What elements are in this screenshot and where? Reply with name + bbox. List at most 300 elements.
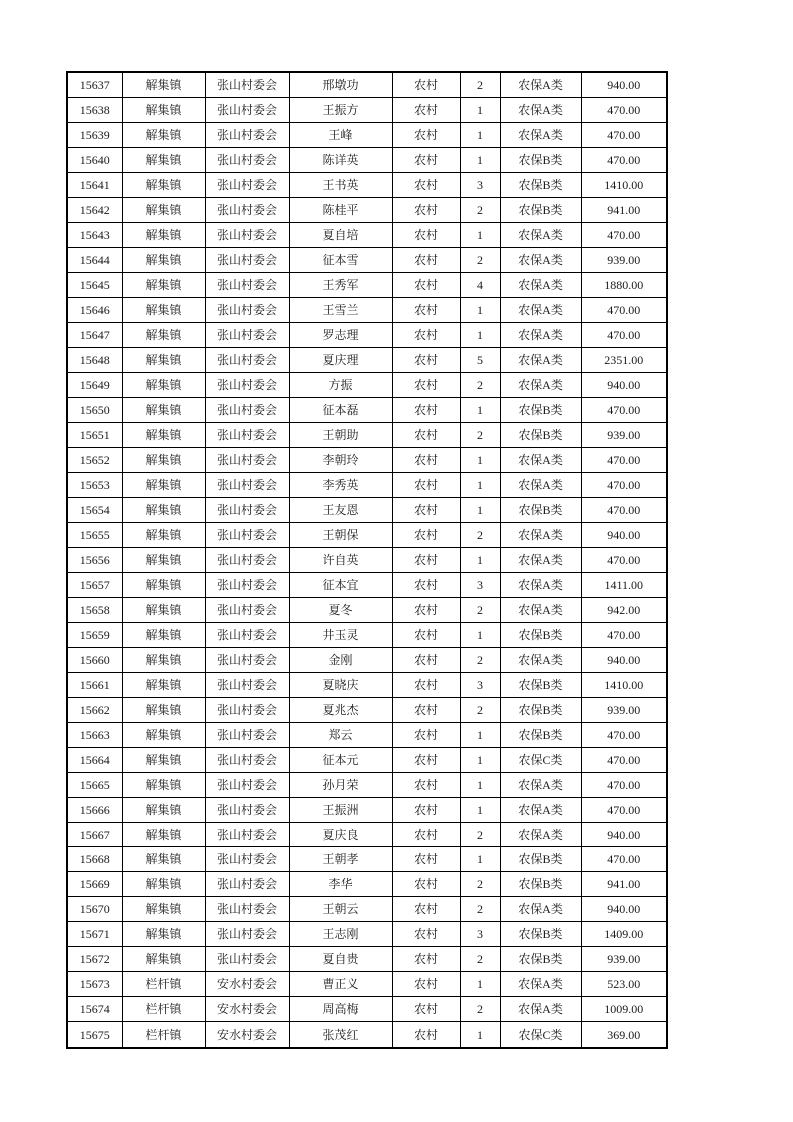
town-cell: 解集镇 [122,722,205,747]
name-cell: 郑云 [289,722,392,747]
category-cell: 农村 [392,123,460,148]
serial-cell: 15670 [67,897,122,922]
insurance-type-cell: 农保A类 [500,248,581,273]
village-cell: 张山村委会 [205,897,289,922]
count-cell: 2 [460,697,500,722]
village-cell: 安水村委会 [205,972,289,997]
insurance-type-cell: 农保A类 [500,447,581,472]
insurance-type-cell: 农保A类 [500,822,581,847]
insurance-type-cell: 农保A类 [500,797,581,822]
serial-cell: 15642 [67,198,122,223]
insurance-type-cell: 农保B类 [500,148,581,173]
town-cell: 解集镇 [122,447,205,472]
village-cell: 安水村委会 [205,997,289,1022]
table-row [67,722,667,747]
village-cell: 张山村委会 [205,572,289,597]
village-cell: 张山村委会 [205,622,289,647]
table-row [67,672,667,697]
name-cell: 陈详英 [289,148,392,173]
count-cell: 2 [460,597,500,622]
table-row [67,1022,667,1048]
insurance-type-cell: 农保B类 [500,398,581,423]
table-row [67,697,667,722]
name-cell: 许自英 [289,547,392,572]
category-cell: 农村 [392,248,460,273]
village-cell: 张山村委会 [205,922,289,947]
serial-cell: 15654 [67,497,122,522]
amount-cell: 470.00 [581,398,667,423]
serial-cell: 15668 [67,847,122,872]
category-cell: 农村 [392,822,460,847]
name-cell: 曹正义 [289,972,392,997]
name-cell: 王友恩 [289,497,392,522]
table-row [67,997,667,1022]
amount-cell: 940.00 [581,522,667,547]
table-row [67,972,667,997]
count-cell: 2 [460,373,500,398]
count-cell: 2 [460,647,500,672]
insurance-type-cell: 农保A类 [500,772,581,797]
serial-cell: 15655 [67,522,122,547]
village-cell: 张山村委会 [205,398,289,423]
insurance-type-cell: 农保A类 [500,298,581,323]
amount-cell: 369.00 [581,1022,667,1048]
serial-cell: 15639 [67,123,122,148]
count-cell: 1 [460,747,500,772]
table-body [67,72,667,1048]
name-cell: 夏兆杰 [289,697,392,722]
table-row [67,647,667,672]
category-cell: 农村 [392,797,460,822]
insurance-type-cell: 农保B类 [500,672,581,697]
amount-cell: 942.00 [581,597,667,622]
serial-cell: 15658 [67,597,122,622]
category-cell: 农村 [392,622,460,647]
village-cell: 安水村委会 [205,1022,289,1048]
town-cell: 解集镇 [122,472,205,497]
village-cell: 张山村委会 [205,148,289,173]
category-cell: 农村 [392,472,460,497]
count-cell: 4 [460,273,500,298]
insurance-type-cell: 农保B类 [500,497,581,522]
count-cell: 1 [460,98,500,123]
category-cell: 农村 [392,972,460,997]
name-cell: 征本宜 [289,572,392,597]
table-row [67,947,667,972]
count-cell: 2 [460,522,500,547]
village-cell: 张山村委会 [205,497,289,522]
count-cell: 1 [460,447,500,472]
village-cell: 张山村委会 [205,173,289,198]
serial-cell: 15666 [67,797,122,822]
serial-cell: 15640 [67,148,122,173]
serial-cell: 15652 [67,447,122,472]
count-cell: 2 [460,897,500,922]
village-cell: 张山村委会 [205,323,289,348]
village-cell: 张山村委会 [205,722,289,747]
amount-cell: 940.00 [581,72,667,98]
serial-cell: 15650 [67,398,122,423]
name-cell: 王朝孝 [289,847,392,872]
insurance-type-cell: 农保A类 [500,273,581,298]
village-cell: 张山村委会 [205,472,289,497]
category-cell: 农村 [392,997,460,1022]
name-cell: 王振洲 [289,797,392,822]
count-cell: 1 [460,722,500,747]
count-cell: 1 [460,972,500,997]
table-row [67,572,667,597]
town-cell: 解集镇 [122,797,205,822]
serial-cell: 15644 [67,248,122,273]
town-cell: 解集镇 [122,847,205,872]
category-cell: 农村 [392,198,460,223]
insurance-type-cell: 农保A类 [500,972,581,997]
category-cell: 农村 [392,348,460,373]
name-cell: 王雪兰 [289,298,392,323]
category-cell: 农村 [392,447,460,472]
town-cell: 解集镇 [122,672,205,697]
amount-cell: 470.00 [581,223,667,248]
name-cell: 陈桂平 [289,198,392,223]
insurance-type-cell: 农保A类 [500,472,581,497]
village-cell: 张山村委会 [205,597,289,622]
serial-cell: 15645 [67,273,122,298]
insurance-type-cell: 农保A类 [500,72,581,98]
name-cell: 罗志理 [289,323,392,348]
table-row [67,173,667,198]
category-cell: 农村 [392,872,460,897]
count-cell: 2 [460,997,500,1022]
village-cell: 张山村委会 [205,98,289,123]
category-cell: 农村 [392,547,460,572]
village-cell: 张山村委会 [205,298,289,323]
name-cell: 方振 [289,373,392,398]
amount-cell: 470.00 [581,547,667,572]
serial-cell: 15648 [67,348,122,373]
amount-cell: 470.00 [581,847,667,872]
table-row [67,597,667,622]
serial-cell: 15672 [67,947,122,972]
serial-cell: 15662 [67,697,122,722]
insurance-type-cell: 农保B类 [500,622,581,647]
amount-cell: 941.00 [581,198,667,223]
insurance-type-cell: 农保A类 [500,522,581,547]
amount-cell: 940.00 [581,647,667,672]
amount-cell: 470.00 [581,772,667,797]
count-cell: 1 [460,547,500,572]
name-cell: 征本雪 [289,248,392,273]
village-cell: 张山村委会 [205,772,289,797]
serial-cell: 15659 [67,622,122,647]
name-cell: 孙月荣 [289,772,392,797]
serial-cell: 15669 [67,872,122,897]
table-row [67,223,667,248]
category-cell: 农村 [392,323,460,348]
town-cell: 栏杆镇 [122,972,205,997]
serial-cell: 15657 [67,572,122,597]
table-row [67,248,667,273]
count-cell: 1 [460,622,500,647]
village-cell: 张山村委会 [205,447,289,472]
table-row [67,398,667,423]
category-cell: 农村 [392,398,460,423]
count-cell: 3 [460,922,500,947]
insurance-type-cell: 农保A类 [500,647,581,672]
name-cell: 李华 [289,872,392,897]
town-cell: 解集镇 [122,348,205,373]
amount-cell: 470.00 [581,797,667,822]
town-cell: 解集镇 [122,747,205,772]
village-cell: 张山村委会 [205,872,289,897]
insurance-type-cell: 农保B类 [500,423,581,448]
village-cell: 张山村委会 [205,273,289,298]
table-row [67,847,667,872]
name-cell: 夏晓庆 [289,672,392,697]
count-cell: 1 [460,223,500,248]
amount-cell: 939.00 [581,423,667,448]
serial-cell: 15646 [67,298,122,323]
count-cell: 1 [460,398,500,423]
insurance-type-cell: 农保A类 [500,123,581,148]
category-cell: 农村 [392,298,460,323]
town-cell: 解集镇 [122,273,205,298]
village-cell: 张山村委会 [205,223,289,248]
insurance-type-cell: 农保A类 [500,348,581,373]
town-cell: 解集镇 [122,198,205,223]
amount-cell: 470.00 [581,722,667,747]
amount-cell: 470.00 [581,123,667,148]
count-cell: 2 [460,248,500,273]
name-cell: 夏自贵 [289,947,392,972]
village-cell: 张山村委会 [205,373,289,398]
category-cell: 农村 [392,148,460,173]
category-cell: 农村 [392,947,460,972]
amount-cell: 470.00 [581,98,667,123]
town-cell: 解集镇 [122,173,205,198]
town-cell: 解集镇 [122,423,205,448]
serial-cell: 15665 [67,772,122,797]
serial-cell: 15661 [67,672,122,697]
town-cell: 解集镇 [122,98,205,123]
name-cell: 王朝助 [289,423,392,448]
serial-cell: 15674 [67,997,122,1022]
name-cell: 井玉灵 [289,622,392,647]
table-row [67,198,667,223]
category-cell: 农村 [392,697,460,722]
amount-cell: 1009.00 [581,997,667,1022]
count-cell: 3 [460,572,500,597]
category-cell: 农村 [392,572,460,597]
serial-cell: 15641 [67,173,122,198]
table-row [67,323,667,348]
name-cell: 夏庆良 [289,822,392,847]
town-cell: 解集镇 [122,373,205,398]
village-cell: 张山村委会 [205,348,289,373]
town-cell: 解集镇 [122,647,205,672]
insurance-type-cell: 农保B类 [500,872,581,897]
amount-cell: 470.00 [581,148,667,173]
serial-cell: 15663 [67,722,122,747]
table-row [67,922,667,947]
count-cell: 2 [460,198,500,223]
serial-cell: 15643 [67,223,122,248]
count-cell: 1 [460,1022,500,1048]
town-cell: 解集镇 [122,772,205,797]
name-cell: 李秀英 [289,472,392,497]
amount-cell: 940.00 [581,373,667,398]
count-cell: 1 [460,472,500,497]
town-cell: 解集镇 [122,223,205,248]
amount-cell: 1880.00 [581,273,667,298]
village-cell: 张山村委会 [205,697,289,722]
category-cell: 农村 [392,772,460,797]
count-cell: 1 [460,123,500,148]
count-cell: 1 [460,148,500,173]
table-row [67,772,667,797]
serial-cell: 15675 [67,1022,122,1048]
table-row [67,522,667,547]
name-cell: 张茂红 [289,1022,392,1048]
insurance-type-cell: 农保A类 [500,597,581,622]
insurance-type-cell: 农保A类 [500,223,581,248]
town-cell: 解集镇 [122,298,205,323]
town-cell: 解集镇 [122,622,205,647]
category-cell: 农村 [392,1022,460,1048]
table-row [67,72,667,98]
village-cell: 张山村委会 [205,747,289,772]
town-cell: 解集镇 [122,572,205,597]
town-cell: 解集镇 [122,323,205,348]
amount-cell: 939.00 [581,697,667,722]
count-cell: 3 [460,672,500,697]
table-row [67,123,667,148]
amount-cell: 941.00 [581,872,667,897]
serial-cell: 15656 [67,547,122,572]
name-cell: 夏自培 [289,223,392,248]
amount-cell: 940.00 [581,822,667,847]
table-row [67,797,667,822]
table-row [67,98,667,123]
table-row [67,148,667,173]
category-cell: 农村 [392,522,460,547]
count-cell: 2 [460,822,500,847]
village-cell: 张山村委会 [205,522,289,547]
count-cell: 3 [460,173,500,198]
category-cell: 农村 [392,847,460,872]
table-row [67,373,667,398]
town-cell: 栏杆镇 [122,1022,205,1048]
serial-cell: 15660 [67,647,122,672]
table-row [67,497,667,522]
count-cell: 5 [460,348,500,373]
town-cell: 解集镇 [122,547,205,572]
name-cell: 夏冬 [289,597,392,622]
amount-cell: 1410.00 [581,173,667,198]
table-row [67,423,667,448]
name-cell: 王峰 [289,123,392,148]
count-cell: 1 [460,298,500,323]
serial-cell: 15673 [67,972,122,997]
town-cell: 解集镇 [122,597,205,622]
village-cell: 张山村委会 [205,647,289,672]
name-cell: 王书英 [289,173,392,198]
category-cell: 农村 [392,647,460,672]
table-row [67,897,667,922]
insurance-type-cell: 农保A类 [500,997,581,1022]
amount-cell: 470.00 [581,472,667,497]
village-cell: 张山村委会 [205,547,289,572]
category-cell: 农村 [392,497,460,522]
name-cell: 征本磊 [289,398,392,423]
serial-cell: 15649 [67,373,122,398]
town-cell: 解集镇 [122,248,205,273]
town-cell: 解集镇 [122,522,205,547]
serial-cell: 15637 [67,72,122,98]
insurance-type-cell: 农保C类 [500,747,581,772]
village-cell: 张山村委会 [205,822,289,847]
town-cell: 解集镇 [122,897,205,922]
insurance-type-cell: 农保A类 [500,98,581,123]
category-cell: 农村 [392,722,460,747]
village-cell: 张山村委会 [205,72,289,98]
name-cell: 金刚 [289,647,392,672]
category-cell: 农村 [392,672,460,697]
insurance-type-cell: 农保A类 [500,373,581,398]
name-cell: 夏庆理 [289,348,392,373]
table-row [67,822,667,847]
village-cell: 张山村委会 [205,248,289,273]
count-cell: 2 [460,947,500,972]
serial-cell: 15664 [67,747,122,772]
insurance-type-cell: 农保B类 [500,847,581,872]
village-cell: 张山村委会 [205,672,289,697]
table-row [67,872,667,897]
count-cell: 2 [460,72,500,98]
category-cell: 农村 [392,597,460,622]
insurance-type-cell: 农保A类 [500,897,581,922]
amount-cell: 470.00 [581,447,667,472]
town-cell: 解集镇 [122,822,205,847]
insurance-type-cell: 农保B类 [500,722,581,747]
category-cell: 农村 [392,223,460,248]
town-cell: 解集镇 [122,148,205,173]
table-row [67,447,667,472]
town-cell: 栏杆镇 [122,997,205,1022]
table-row [67,747,667,772]
village-cell: 张山村委会 [205,423,289,448]
amount-cell: 940.00 [581,897,667,922]
amount-cell: 470.00 [581,747,667,772]
serial-cell: 15653 [67,472,122,497]
category-cell: 农村 [392,922,460,947]
category-cell: 农村 [392,747,460,772]
category-cell: 农村 [392,173,460,198]
category-cell: 农村 [392,897,460,922]
insurance-type-cell: 农保B类 [500,947,581,972]
village-cell: 张山村委会 [205,123,289,148]
serial-cell: 15671 [67,922,122,947]
town-cell: 解集镇 [122,922,205,947]
category-cell: 农村 [392,273,460,298]
count-cell: 1 [460,797,500,822]
village-cell: 张山村委会 [205,947,289,972]
table-row [67,348,667,373]
village-cell: 张山村委会 [205,847,289,872]
name-cell: 王朝云 [289,897,392,922]
count-cell: 2 [460,872,500,897]
town-cell: 解集镇 [122,123,205,148]
table-row [67,547,667,572]
